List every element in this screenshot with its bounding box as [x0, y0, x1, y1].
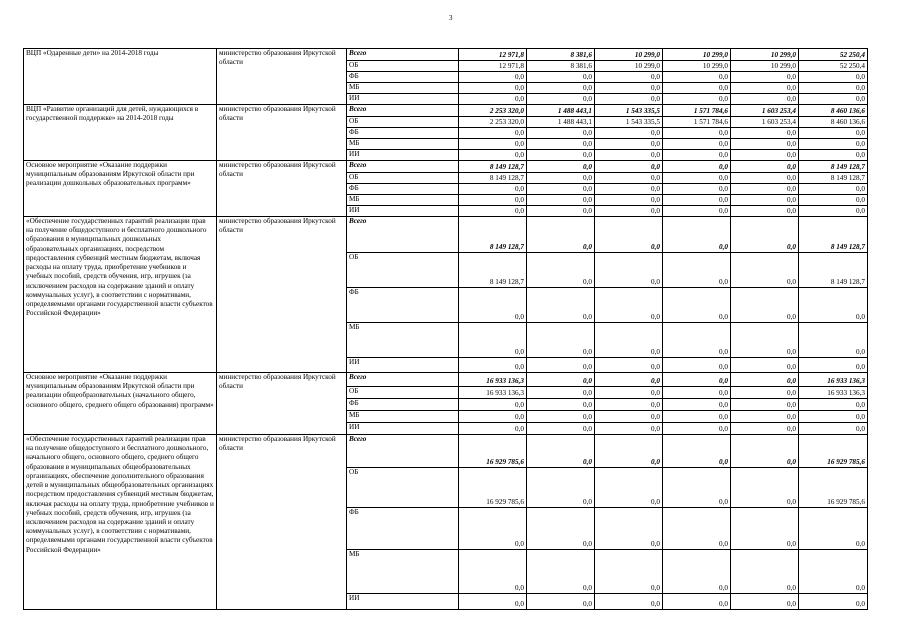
year-amount-cell: 0,0	[663, 423, 731, 435]
year-amount-cell: 0,0	[527, 150, 595, 161]
year-amount-cell: 0,0	[663, 72, 731, 83]
year-amount-cell: 0,0	[663, 161, 731, 173]
total-amount-cell: 0,0	[799, 323, 868, 358]
year-amount-cell: 1 603 253,4	[731, 105, 799, 117]
funding-source: МБ	[347, 323, 459, 358]
year-amount-cell: 0,0	[595, 468, 663, 508]
funding-source: ОБ	[347, 253, 459, 288]
total-amount-cell: 8 149 128,7	[799, 173, 868, 184]
year-amount-cell: 0,0	[731, 217, 799, 253]
year-amount-cell: 0,0	[459, 150, 527, 161]
program-name: ВЦП «Одаренные дети» на 2014-2018 годы	[24, 49, 217, 105]
table-row	[24, 435, 868, 468]
year-amount-cell: 0,0	[595, 139, 663, 150]
funding-source: МБ	[347, 139, 459, 150]
total-amount-cell: 0,0	[799, 423, 868, 435]
year-amount-cell: 0,0	[595, 508, 663, 550]
year-amount-cell: 0,0	[663, 399, 731, 411]
year-amount-cell: 8 381,6	[527, 61, 595, 72]
table-row	[24, 161, 868, 173]
year-amount-cell: 16 929 785,6	[459, 468, 527, 508]
funding-source: ИИ	[347, 594, 459, 610]
funding-source: ОБ	[347, 173, 459, 184]
year-amount-cell: 10 299,0	[595, 61, 663, 72]
funding-source: МБ	[347, 550, 459, 594]
total-amount-cell: 0,0	[799, 399, 868, 411]
year-amount-cell: 1 488 443,1	[527, 117, 595, 128]
year-amount-cell: 0,0	[595, 195, 663, 206]
funding-source: Всего	[347, 217, 459, 253]
total-amount-cell: 0,0	[799, 139, 868, 150]
funding-source: ОБ	[347, 117, 459, 128]
year-amount-cell: 0,0	[459, 594, 527, 610]
year-amount-cell: 0,0	[595, 423, 663, 435]
year-amount-cell: 0,0	[527, 72, 595, 83]
funding-source: Всего	[347, 435, 459, 468]
year-amount-cell: 0,0	[595, 358, 663, 373]
funding-source: Всего	[347, 49, 459, 61]
funding-source: МБ	[347, 195, 459, 206]
year-amount-cell: 12 971,8	[459, 49, 527, 61]
funding-source: ОБ	[347, 387, 459, 399]
financing-table-body	[24, 49, 868, 610]
total-amount-cell: 0,0	[799, 358, 868, 373]
year-amount-cell: 0,0	[527, 288, 595, 323]
total-amount-cell: 0,0	[799, 508, 868, 550]
executor-name: министерство образования Иркутской области	[217, 435, 347, 610]
funding-source: ФБ	[347, 508, 459, 550]
year-amount-cell: 0,0	[595, 550, 663, 594]
year-amount-cell: 0,0	[527, 323, 595, 358]
year-amount-cell: 0,0	[663, 217, 731, 253]
year-amount-cell: 0,0	[459, 184, 527, 195]
total-amount-cell: 0,0	[799, 195, 868, 206]
year-amount-cell: 2 253 320,0	[459, 105, 527, 117]
total-amount-cell: 16 933 136,3	[799, 373, 868, 387]
year-amount-cell: 0,0	[595, 253, 663, 288]
year-amount-cell: 0,0	[527, 206, 595, 217]
year-amount-cell: 0,0	[663, 253, 731, 288]
year-amount-cell: 0,0	[527, 387, 595, 399]
funding-source: Всего	[347, 105, 459, 117]
year-amount-cell: 0,0	[595, 594, 663, 610]
year-amount-cell: 0,0	[459, 508, 527, 550]
financing-table	[23, 48, 868, 610]
year-amount-cell: 0,0	[527, 423, 595, 435]
funding-source: ИИ	[347, 358, 459, 373]
total-amount-cell: 0,0	[799, 550, 868, 594]
funding-source: ФБ	[347, 399, 459, 411]
year-amount-cell: 0,0	[527, 550, 595, 594]
year-amount-cell: 0,0	[595, 161, 663, 173]
year-amount-cell: 0,0	[663, 83, 731, 94]
year-amount-cell: 0,0	[731, 206, 799, 217]
year-amount-cell: 0,0	[595, 150, 663, 161]
year-amount-cell: 2 253 320,0	[459, 117, 527, 128]
total-amount-cell: 0,0	[799, 594, 868, 610]
total-amount-cell: 0,0	[799, 83, 868, 94]
year-amount-cell: 0,0	[731, 288, 799, 323]
year-amount-cell: 0,0	[527, 468, 595, 508]
executor-name: министерство образования Иркутской области	[217, 161, 347, 217]
table-row	[24, 49, 868, 61]
total-amount-cell: 8 149 128,7	[799, 217, 868, 253]
year-amount-cell: 0,0	[731, 594, 799, 610]
year-amount-cell: 10 299,0	[731, 49, 799, 61]
year-amount-cell: 0,0	[459, 139, 527, 150]
program-name: ВЦП «Развитие организаций для детей, нуждающихся в государственной поддержке» на 2014-2018 годы	[24, 105, 217, 161]
year-amount-cell: 10 299,0	[663, 61, 731, 72]
page-number: 3	[449, 14, 453, 22]
year-amount-cell: 12 971,8	[459, 61, 527, 72]
total-amount-cell: 8 149 128,7	[799, 253, 868, 288]
year-amount-cell: 8 149 128,7	[459, 161, 527, 173]
total-amount-cell: 0,0	[799, 184, 868, 195]
funding-source: ИИ	[347, 423, 459, 435]
year-amount-cell: 0,0	[595, 173, 663, 184]
total-amount-cell: 0,0	[799, 94, 868, 105]
year-amount-cell: 0,0	[595, 387, 663, 399]
year-amount-cell: 0,0	[731, 411, 799, 423]
executor-name: министерство образования Иркутской области	[217, 49, 347, 105]
total-amount-cell: 0,0	[799, 150, 868, 161]
year-amount-cell: 0,0	[595, 323, 663, 358]
year-amount-cell: 0,0	[527, 94, 595, 105]
year-amount-cell: 1 488 443,1	[527, 105, 595, 117]
table-row	[24, 217, 868, 253]
year-amount-cell: 0,0	[731, 173, 799, 184]
funding-source: ФБ	[347, 128, 459, 139]
year-amount-cell: 0,0	[663, 288, 731, 323]
year-amount-cell: 0,0	[527, 411, 595, 423]
funding-source: Всего	[347, 373, 459, 387]
year-amount-cell: 0,0	[731, 399, 799, 411]
year-amount-cell: 0,0	[731, 508, 799, 550]
year-amount-cell: 0,0	[731, 94, 799, 105]
year-amount-cell: 0,0	[527, 173, 595, 184]
year-amount-cell: 0,0	[527, 253, 595, 288]
year-amount-cell: 0,0	[527, 128, 595, 139]
year-amount-cell: 16 933 136,3	[459, 373, 527, 387]
year-amount-cell: 0,0	[527, 195, 595, 206]
year-amount-cell: 0,0	[663, 550, 731, 594]
executor-name: министерство образования Иркутской области	[217, 105, 347, 161]
year-amount-cell: 0,0	[731, 387, 799, 399]
year-amount-cell: 0,0	[527, 184, 595, 195]
year-amount-cell: 0,0	[731, 323, 799, 358]
year-amount-cell: 0,0	[595, 288, 663, 323]
year-amount-cell: 0,0	[731, 358, 799, 373]
year-amount-cell: 8 381,6	[527, 49, 595, 61]
funding-source: МБ	[347, 411, 459, 423]
year-amount-cell: 0,0	[595, 399, 663, 411]
year-amount-cell: 0,0	[663, 508, 731, 550]
year-amount-cell: 0,0	[663, 139, 731, 150]
year-amount-cell: 16 929 785,6	[459, 435, 527, 468]
total-amount-cell: 52 250,4	[799, 61, 868, 72]
program-name: «Обеспечение государственных гарантий реализации прав на получение общедоступного и бесплатного дошкольного образования в муниципальных дошкольных образовательных организациях, посредством предоставления субвенций местным бюджетам, включая расходы на оплату труда, приобретение учебников и учебных пособий, средств обучения, игр, игрушек (за исключением расходов на содержание зданий и оплату коммунальных услуг), в соответствии с нормативами, определяемыми органами государственной власти субъектов Российской Федерации»	[24, 217, 217, 373]
funding-source: ИИ	[347, 94, 459, 105]
year-amount-cell: 0,0	[595, 184, 663, 195]
total-amount-cell: 8 460 136,6	[799, 105, 868, 117]
funding-source: ФБ	[347, 288, 459, 323]
year-amount-cell: 8 149 128,7	[459, 173, 527, 184]
total-amount-cell: 8 460 136,6	[799, 117, 868, 128]
year-amount-cell: 0,0	[595, 435, 663, 468]
year-amount-cell: 0,0	[663, 435, 731, 468]
year-amount-cell: 0,0	[459, 72, 527, 83]
year-amount-cell: 0,0	[527, 399, 595, 411]
year-amount-cell: 0,0	[527, 83, 595, 94]
total-amount-cell: 16 929 785,6	[799, 435, 868, 468]
total-amount-cell: 52 250,4	[799, 49, 868, 61]
total-amount-cell: 0,0	[799, 206, 868, 217]
year-amount-cell: 0,0	[527, 139, 595, 150]
year-amount-cell: 8 149 128,7	[459, 253, 527, 288]
funding-source: ОБ	[347, 61, 459, 72]
total-amount-cell: 16 933 136,3	[799, 387, 868, 399]
year-amount-cell: 0,0	[731, 139, 799, 150]
year-amount-cell: 0,0	[663, 150, 731, 161]
year-amount-cell: 10 299,0	[595, 49, 663, 61]
year-amount-cell: 0,0	[527, 373, 595, 387]
year-amount-cell: 0,0	[731, 128, 799, 139]
year-amount-cell: 1 571 784,6	[663, 117, 731, 128]
year-amount-cell: 0,0	[731, 468, 799, 508]
table-row	[24, 373, 868, 387]
year-amount-cell: 0,0	[731, 72, 799, 83]
year-amount-cell: 0,0	[663, 468, 731, 508]
year-amount-cell: 0,0	[731, 161, 799, 173]
year-amount-cell: 0,0	[527, 435, 595, 468]
year-amount-cell: 0,0	[663, 173, 731, 184]
year-amount-cell: 0,0	[527, 161, 595, 173]
year-amount-cell: 0,0	[595, 72, 663, 83]
year-amount-cell: 0,0	[459, 358, 527, 373]
program-name: Основное мероприятие «Оказание поддержки муниципальным образованиям Иркутской области при реализации общеобразовательных (начального общего, основного общего, среднего общего образования) программ»	[24, 373, 217, 435]
year-amount-cell: 0,0	[527, 508, 595, 550]
year-amount-cell: 0,0	[595, 411, 663, 423]
total-amount-cell: 0,0	[799, 288, 868, 323]
year-amount-cell: 0,0	[731, 83, 799, 94]
total-amount-cell: 0,0	[799, 411, 868, 423]
year-amount-cell: 0,0	[459, 399, 527, 411]
year-amount-cell: 0,0	[459, 83, 527, 94]
year-amount-cell: 0,0	[731, 150, 799, 161]
year-amount-cell: 0,0	[527, 358, 595, 373]
year-amount-cell: 0,0	[459, 323, 527, 358]
funding-source: ОБ	[347, 468, 459, 508]
table-row	[24, 105, 868, 117]
year-amount-cell: 0,0	[663, 373, 731, 387]
year-amount-cell: 0,0	[731, 253, 799, 288]
total-amount-cell: 8 149 128,7	[799, 161, 868, 173]
year-amount-cell: 0,0	[663, 358, 731, 373]
year-amount-cell: 0,0	[595, 373, 663, 387]
funding-source: МБ	[347, 83, 459, 94]
year-amount-cell: 0,0	[731, 550, 799, 594]
year-amount-cell: 0,0	[663, 184, 731, 195]
year-amount-cell: 1 603 253,4	[731, 117, 799, 128]
year-amount-cell: 0,0	[459, 550, 527, 594]
year-amount-cell: 1 571 784,6	[663, 105, 731, 117]
total-amount-cell: 0,0	[799, 72, 868, 83]
year-amount-cell: 0,0	[731, 423, 799, 435]
year-amount-cell: 0,0	[731, 184, 799, 195]
year-amount-cell: 0,0	[663, 387, 731, 399]
year-amount-cell: 0,0	[731, 373, 799, 387]
year-amount-cell: 10 299,0	[731, 61, 799, 72]
program-name: Основное мероприятие «Оказание поддержки муниципальным образованиям Иркутской области при реализации дошкольных образовательных программ»	[24, 161, 217, 217]
year-amount-cell: 10 299,0	[663, 49, 731, 61]
year-amount-cell: 0,0	[459, 128, 527, 139]
funding-source: ФБ	[347, 72, 459, 83]
year-amount-cell: 0,0	[527, 594, 595, 610]
funding-source: ФБ	[347, 184, 459, 195]
total-amount-cell: 16 929 785,6	[799, 468, 868, 508]
year-amount-cell: 0,0	[663, 206, 731, 217]
executor-name: министерство образования Иркутской области	[217, 217, 347, 373]
year-amount-cell: 0,0	[595, 217, 663, 253]
year-amount-cell: 8 149 128,7	[459, 217, 527, 253]
year-amount-cell: 0,0	[595, 94, 663, 105]
year-amount-cell: 0,0	[595, 206, 663, 217]
year-amount-cell: 0,0	[663, 195, 731, 206]
year-amount-cell: 0,0	[459, 411, 527, 423]
year-amount-cell: 0,0	[663, 128, 731, 139]
year-amount-cell: 0,0	[731, 435, 799, 468]
funding-source: ИИ	[347, 150, 459, 161]
year-amount-cell: 16 933 136,3	[459, 387, 527, 399]
year-amount-cell: 0,0	[663, 411, 731, 423]
year-amount-cell: 1 543 335,5	[595, 117, 663, 128]
year-amount-cell: 0,0	[459, 195, 527, 206]
year-amount-cell: 0,0	[663, 94, 731, 105]
year-amount-cell: 0,0	[663, 594, 731, 610]
year-amount-cell: 0,0	[731, 195, 799, 206]
year-amount-cell: 0,0	[595, 83, 663, 94]
funding-source: ИИ	[347, 206, 459, 217]
year-amount-cell: 0,0	[459, 94, 527, 105]
year-amount-cell: 0,0	[459, 206, 527, 217]
year-amount-cell: 0,0	[527, 217, 595, 253]
year-amount-cell: 0,0	[595, 128, 663, 139]
year-amount-cell: 0,0	[459, 423, 527, 435]
funding-source: Всего	[347, 161, 459, 173]
year-amount-cell: 0,0	[459, 288, 527, 323]
total-amount-cell: 0,0	[799, 128, 868, 139]
program-name: «Обеспечение государственных гарантий реализации прав на получение общедоступного и бесплатного дошкольного, начального общего, основного общего, среднего общего образования в муниципальных общеобразовательных организациях, обеспечение дополнительного образования детей в муниципальных общеобразовательных организациях посредством предоставления субвенций местным бюджетам, включая расходы на оплату труда, приобретение учебников и учебных пособий, средств обучения, игр, игрушек (за исключением расходов на содержание зданий и оплату коммунальных услуг), в соответствии с нормативами, определяемыми органами государственной власти субъектов Российской Федерации»	[24, 435, 217, 610]
year-amount-cell: 1 543 335,5	[595, 105, 663, 117]
year-amount-cell: 0,0	[663, 323, 731, 358]
executor-name: министерство образования Иркутской области	[217, 373, 347, 435]
